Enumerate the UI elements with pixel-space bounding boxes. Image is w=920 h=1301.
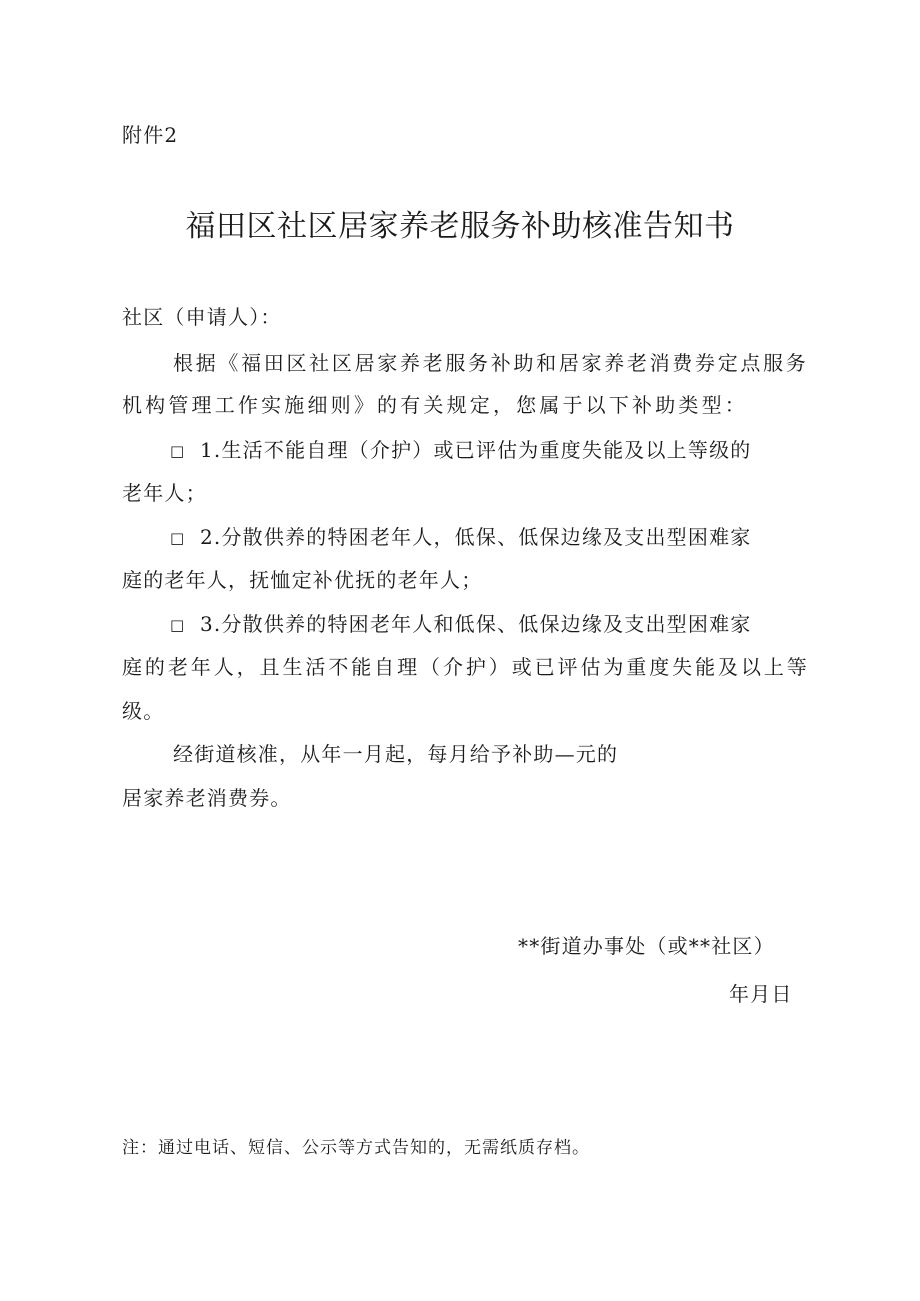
option-3-text: 3.分散供养的特困老年人和低保、低保边缘及支出型困难家	[200, 612, 752, 636]
option-1-second-line: 老年人；	[122, 481, 207, 505]
option-2-second-line: 庭的老年人，抚恤定补优抚的老年人；	[122, 568, 483, 592]
option-2-text: 2.分散供养的特困老年人，低保、低保边缘及支出型困难家	[200, 525, 752, 549]
signature-organization: **街道办事处（或**社区）	[518, 934, 775, 958]
document-title: 福田区社区居家养老服务补助核准告知书	[185, 209, 735, 244]
footnote: 注：通过电话、短信、公示等方式告知的，无需纸质存档。	[122, 1138, 590, 1158]
addressee-line: 社区（申请人）：	[122, 305, 282, 329]
signature-date: 年月日	[729, 982, 793, 1006]
option-2-first-line	[170, 525, 810, 550]
intro-line-1: 根据《福田区社区居家养老服务补助和居家养老消费券定点服务	[173, 351, 807, 375]
intro-line-2: 机构管理工作实施细则》的有关规定，您属于以下补助类型：	[122, 393, 746, 417]
option-3-first-line	[170, 612, 810, 637]
option-2-checkbox[interactable]: □	[170, 529, 186, 547]
option-1-checkbox[interactable]: □	[170, 442, 186, 460]
approval-line-2: 居家养老消费券。	[122, 786, 292, 810]
option-1-text: 1.生活不能自理（介护）或已评估为重度失能及以上等级的	[200, 438, 752, 462]
option-3-second-line: 庭的老年人，且生活不能自理（介护）或已评估为重度失能及以上等	[122, 655, 808, 679]
option-3-third-line: 级。	[122, 699, 165, 723]
option-1-first-line	[170, 438, 810, 463]
approval-line-1: 经街道核准，从年一月起，每月给予补助—元的	[173, 742, 619, 766]
option-3-checkbox[interactable]: □	[170, 616, 186, 634]
attachment-label: 附件2	[122, 123, 179, 147]
